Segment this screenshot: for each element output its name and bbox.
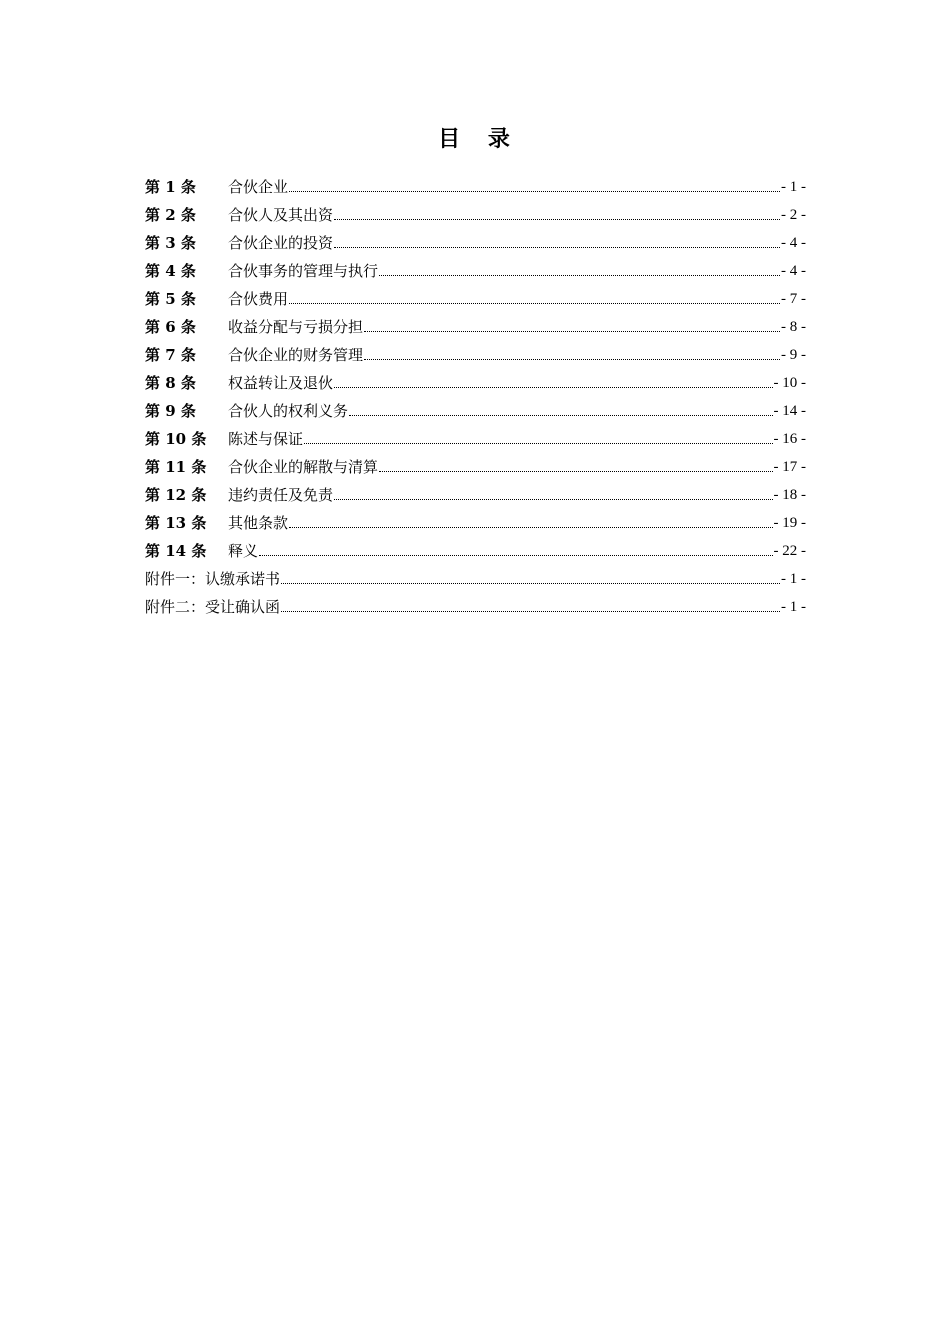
toc-entry-5[interactable] [145,285,806,313]
toc-entry-number: 第 6 条 [145,318,196,336]
toc-entry-page: - 17 - [773,459,806,475]
toc-entry-page: - 7 - [781,291,806,307]
toc-entry-title: 合伙人的权利义务 [228,402,349,420]
toc-entry-page: - 1 - [781,179,806,195]
toc-dot-leader [281,610,780,612]
toc-entry-number: 第 5 条 [145,290,196,308]
toc-entry-page: - 18 - [773,487,806,503]
toc-entry-number: 第 3 条 [145,234,196,252]
toc-entry-page: - 9 - [781,347,806,363]
toc-entry-number: 第 2 条 [145,206,196,224]
toc-entry-title: 收益分配与亏损分担 [228,318,364,336]
toc-entry-title: 释义 [228,542,259,560]
toc-dot-leader [334,218,780,220]
toc-entry-3[interactable] [145,229,806,257]
toc-annex-2[interactable] [145,593,806,621]
toc-entry-11[interactable] [145,453,806,481]
toc-entry-title: 违约责任及免责 [228,486,334,504]
toc-entry-number: 第 10 条 [145,430,207,448]
toc-entry-page: - 14 - [773,403,806,419]
toc-entry-number: 第 7 条 [145,346,196,364]
toc-entry-title: 其他条款 [228,514,289,532]
toc-entry-10[interactable] [145,425,806,453]
toc-entry-12[interactable] [145,481,806,509]
toc-entry-title: 陈述与保证 [228,430,304,448]
toc-dot-leader [289,302,780,304]
toc-entry-number: 第 1 条 [145,178,196,196]
toc-annex-page: - 1 - [781,599,806,615]
toc-dot-leader [281,582,780,584]
toc-entry-page: - 4 - [781,235,806,251]
toc-entry-8[interactable] [145,369,806,397]
toc-entry-page: - 2 - [781,207,806,223]
toc-dot-leader [334,246,780,248]
toc-entry-1[interactable] [145,173,806,201]
toc-entry-14[interactable] [145,537,806,565]
toc-entry-4[interactable] [145,257,806,285]
toc-dot-leader [289,526,772,528]
toc-entry-title: 权益转让及退伙 [228,374,334,392]
toc-entry-7[interactable] [145,341,806,369]
toc-dot-leader [379,274,780,276]
toc-dot-leader [349,414,772,416]
toc-dot-leader [259,554,772,556]
toc-title: 目 录 [438,126,520,152]
toc-entry-page: - 22 - [773,543,806,559]
toc-entry-number: 第 9 条 [145,402,196,420]
toc-dot-leader [334,386,772,388]
toc-entry-title: 合伙事务的管理与执行 [228,262,379,280]
toc-annex-page: - 1 - [781,571,806,587]
toc-annex-title: 附件一：认缴承诺书 [145,570,281,588]
toc-annex-title: 附件二：受让确认函 [145,598,281,616]
toc-entry-title: 合伙费用 [228,290,289,308]
toc-entry-13[interactable] [145,509,806,537]
toc-dot-leader [364,358,780,360]
toc-entry-9[interactable] [145,397,806,425]
toc-dot-leader [289,190,780,192]
toc-annex-1[interactable] [145,565,806,593]
toc-entry-page: - 16 - [773,431,806,447]
toc-dot-leader [304,442,772,444]
toc-entry-title: 合伙企业的财务管理 [228,346,364,364]
toc-entry-title: 合伙人及其出资 [228,206,334,224]
toc-entry-number: 第 12 条 [145,486,207,504]
toc-entry-2[interactable] [145,201,806,229]
toc-entry-page: - 19 - [773,515,806,531]
toc-entry-number: 第 8 条 [145,374,196,392]
toc-dot-leader [379,470,772,472]
toc-entry-page: - 4 - [781,263,806,279]
toc-entry-number: 第 13 条 [145,514,207,532]
toc-entry-6[interactable] [145,313,806,341]
toc-entry-number: 第 14 条 [145,542,207,560]
toc-entry-title: 合伙企业的解散与清算 [228,458,379,476]
toc-entry-page: - 8 - [781,319,806,335]
toc-dot-leader [334,498,772,500]
toc-entry-title: 合伙企业 [228,178,289,196]
toc-entry-page: - 10 - [773,375,806,391]
toc-entry-title: 合伙企业的投资 [228,234,334,252]
toc-entry-number: 第 4 条 [145,262,196,280]
table-of-contents [145,173,806,621]
toc-dot-leader [364,330,780,332]
toc-entry-number: 第 11 条 [145,458,207,476]
